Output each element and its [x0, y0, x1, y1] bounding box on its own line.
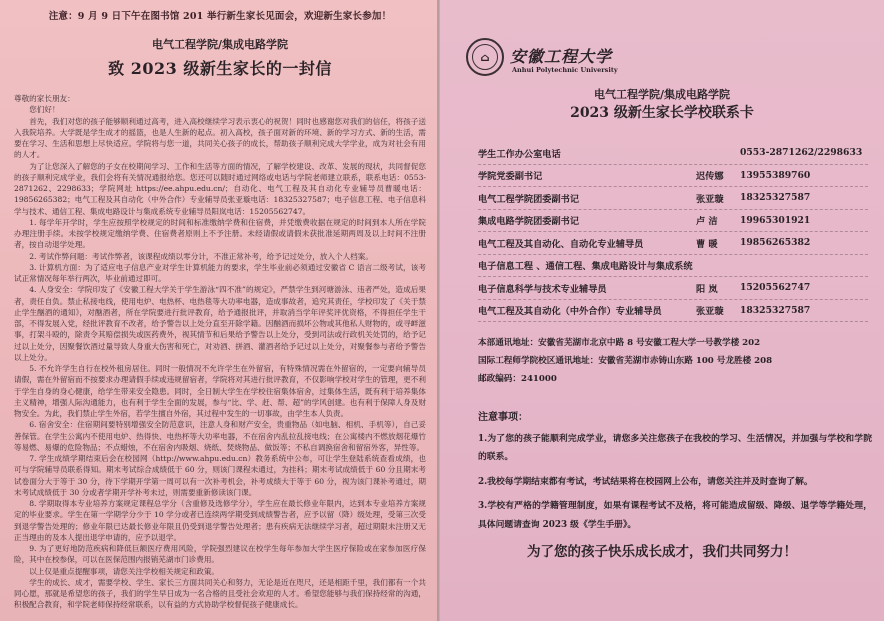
contact-role: 电气工程及其自动化（中外合作）专业辅导员	[478, 306, 662, 318]
contact-phone: 19856265382	[740, 237, 811, 249]
contact-row	[478, 277, 868, 300]
contact-row	[478, 187, 868, 210]
contact-name: 阳 岚	[696, 283, 718, 295]
university-seal-inner-icon: ⌂	[472, 44, 498, 70]
letter-paragraph: 您们好！	[29, 105, 60, 115]
contact-role: 学院党委副书记	[478, 171, 543, 183]
contact-role: 电子信息科学与技术专业辅导员	[478, 283, 607, 295]
letter-paragraph: 7. 学生成绩学期结束后会在校园网（http://www.ahpu.edu.cn）教务系统中公布，可让学生登陆系统查看成绩，也可与学院辅导员联系得知。期末考试综合成绩低于 60 分，则该门课程未通过，为挂科；期末考试成绩低于 60 分且期末考试卷面分大于等于 30 分，待下学期开学第一周可以有一次补考机会，补考成绩大于等于 60 分，视为该门课补考通过，期末考试成绩低于 30 分或者学期开学补考未过，则需要重新修读该门课。	[14, 454, 426, 497]
letter-paragraph: 以上仅是重点提醒事项，请您关注学校相关规定和政策。	[29, 566, 220, 576]
contact-card-sheet	[440, 0, 884, 621]
letter-paragraph: 6. 宿舍安全：住宿期间要特别增强安全防范意识，注意人身和财产安全，贵重物品（如电脑、相机、手机等），自己妥善保管。在学生公寓内不使用电炉、热得快、电热杯等大功率电器，不在宿舍内乱拉乱接电线；在公寓楼内不燃放烟花爆竹等易燃、易爆的危险物品；不点蜡烛，不在宿舍内吸烟、烧纸、焚烧物品、做饭等；不私自调换宿舍和留宿外客，异性等。	[14, 420, 426, 452]
letter-sheet	[0, 0, 438, 621]
contact-list	[478, 142, 868, 322]
letter-paragraph: 尊敬的家长朋友：	[14, 94, 75, 103]
card-subtitle: 电气工程学院/集成电路学院	[593, 88, 731, 101]
contact-row	[478, 300, 868, 323]
contact-row	[478, 142, 868, 165]
contact-name: 迟传娜	[696, 171, 724, 183]
letter-paragraph: 学生的成长、成才，需要学校、学生、家长三方面共同关心和努力，无论是近在咫尺，还是相距千里，我们都有一个共同心愿，那就是希望您的孩子，我们的学生早日成为一名合格的且受社会欢迎的人才。希望您能够与我们保持经常的沟通，积极配合教育，和学院老师保持经常联系，以有益的方式协助学校督促孩子健康成长。	[14, 577, 426, 610]
contact-row	[478, 210, 868, 233]
letter-paragraph: 1. 每学年开学时，学生应按照学校规定的时间和标准缴纳学费和住宿费，并凭缴费收据在规定的时间到本人所在学院办理注册手续。未按学校规定缴纳学费、住宿费者原则上不予注册。未经请假或请假未获批准延期两周及以上时间不注册者，按自动退学处理。	[14, 217, 426, 250]
letter-paragraph: 为了让您深入了解您的子女在校期间学习、工作和生活等方面的情况，了解学校建设、改革、发展的现状，共同督促您的孩子顺利完成学业，我们会将有关情况通报给您。您还可以随时通过网络或电话与学院老师建立联系，联系电话：0553-2871262、2298633；学院网址 https://ee.ahpu.edu.cn/；自动化、电气工程及其自动化专业辅导员曹暖电话：19856265382；电气工程及其自动化（中外合作）专业辅导员张亚璇电话：18325327587；电子信息工程、电子信息科学与技术、通信工程、集成电路设计与集成系统专业辅导员阳岚电话：15205562747。	[14, 161, 426, 216]
letter-subtitle: 电气工程学院/集成电路学院	[151, 38, 289, 51]
letter-body	[14, 93, 426, 611]
contact-phone: 19965301921	[740, 214, 811, 226]
letter-paragraph: 4. 人身安全：学院印发了《安徽工程大学关于学生游泳“四不准”的规定》，严禁学生到河塘游泳、违者严处，造成后果者，责任自负。禁止私接电线，使用电炉、电热杯、电热毯等大功率电器，造成事故者，追究其责任，学校印发了《关于禁止学生酗酒的通知》，对酗酒者，所在学院要进行批评教育，给予通报批评，并取消当学年评奖评优资格，不得担任学生干部，不得发展入党，经批评教育不改者，给予警告以上处分直至开除学籍。因酗酒而损坏公物或其他私人财物的，或寻衅滋事，打架斗殴的，除责令其赔偿损失或医药费外，视其情节和后果给予警告以上处分，受到司法或行政机关处罚的，给予记过以上处分，因聚餐饮酒过量导致人身重大伤害和死亡，对劝酒、拼酒、灌酒者给予记过以上处分，对聚餐参与者给予警告以上处分。	[14, 285, 426, 362]
letter-paragraph: 5. 不允许学生自行在校外租房居住。同时一般情况不允许学生在外留宿，有特殊情况需在外留宿的，一定要向辅导员请假，需在外留宿而不按要求办理请假手续或违规留宿者，学院将对其进行批评教育，不仅影响学校对学生的管理，更不利于学生自身的身心健康，给学生带来安全隐患。同时，全日制大学生在学校住宿集体宿舍，过集体生活，既有利于培养集体主义精神，增强人际沟通能力，也有利于学生全面的发展，参与“比、学、赶、帮、超”的学风创建。也有利于保障人身及财物安全。为此，我们禁止学生外宿，若学生擅自外宿，其过程中发生的一切事故，由学生本人负责。	[14, 364, 426, 418]
address-main: 本部通讯地址：安徽省芜湖市北京中路 8 号安徽工程大学一号教学楼 202	[478, 338, 761, 348]
contact-name: 曹 暖	[696, 238, 718, 250]
letter-paragraph: 3. 计算机方面：为了适应电子信息产业对学生计算机能力的要求，学生毕业前必须通过安徽省 C 语言二级考试，该考试正常情况每年举行两次，毕业前通过即可。	[14, 262, 426, 283]
contact-name: 卢 洁	[696, 216, 718, 228]
letter-paragraph: 首先，我们对您的孩子能够顺利通过高考，进入高校继续学习表示衷心的祝贺！同时也感谢您对我们的信任，将孩子送入我院培养。大学既是学生成才的摇篮，也是人生新的起点。初入高校，孩子面对新的环境、新的学习方式、新的生活，需要在学习、生活和思想上尽快适应。学院将与您一道，共同关心孩子的成长，帮助孩子顺利完成大学学业，成为对社会有用的人才。	[14, 116, 426, 160]
contact-row	[478, 232, 868, 255]
address-campus: 国际工程师学院校区通讯地址：安徽省芜湖市赤铸山东路 100 号龙胜楼 208	[478, 356, 773, 366]
contact-name: 张亚璇	[696, 306, 724, 318]
contact-phone: 15205562747	[740, 282, 811, 294]
letter-paragraph: 9. 为了更好地防范疾病和降低巨额医疗费用风险，学院强烈建议在校学生每年参加大学生医疗保险或在家参加医疗保险，其中在校参保，可以在医保范围内报销芜湖市门诊费用。	[14, 544, 426, 565]
slogan: 为了您的孩子快乐成长成才，我们共同努力！	[527, 544, 797, 560]
contact-role: 集成电路学院团委副书记	[478, 216, 580, 228]
note-item: 1.为了您的孩子能顺利完成学业，请您多关注您孩子在我校的学习、生活情况，并加强与学校和学院的联系。	[478, 434, 872, 463]
letter-paragraph: 2. 考试作弊问题：考试作弊者，该课程成绩以零分计，不准正常补考，给予记过处分，放入个人档案。	[29, 251, 373, 261]
contact-phone: 18325327587	[740, 304, 811, 316]
contact-role: 学生工作办公室电话	[478, 148, 561, 160]
note-item: 2.我校每学期结束都有考试，考试结果将在校园网上公布，请您关注并及时查询了解。	[478, 476, 813, 487]
contact-row	[478, 165, 868, 188]
contact-phone: 0553-2871262/2298633	[740, 147, 863, 159]
note-item: 3.学校有严格的学籍管理制度，如果有课程考试不及格，将可能造成留级、降级、退学等学籍处理，具体问题请查询 2023 级《学生手册》。	[478, 501, 872, 530]
contact-phone: 13955389760	[740, 169, 811, 181]
contact-phone: 18325327587	[740, 192, 811, 204]
notes-title: 注意事项：	[478, 412, 528, 423]
notice-banner: 注意：9 月 9 日下午在图书馆 201 举行新生家长见面会，欢迎新生家长参加！	[48, 11, 392, 22]
contact-row	[478, 255, 868, 278]
contact-role: 电气工程学院团委副书记	[478, 193, 580, 205]
contact-role: 电气工程及其自动化、自动化专业辅导员	[478, 238, 644, 250]
university-name-cn: 安徽工程大学	[510, 47, 613, 66]
letter-paragraph: 8. 学期取得本专业培养方案规定课程总学分（含重修及选修学分），学生应在最长修业年限内，达到本专业培养方案规定的毕业要求。学生在第一学期学分少于 10 学分或者已连续两学期受到成绩警告者，应予以留（降）级处理，受第三次受到退学警告处理的；修业年限已达最长修业年限且仍受到退学警告处理者；患有疾病无法继续学习者，超过期限未注册又无正当理由的及本人提出退学申请的，应予以退学。	[14, 499, 426, 542]
contact-role: 电子信息工程 、通信工程、集成电路设计与集成系统	[478, 261, 693, 273]
postcode: 邮政编码：241000	[478, 374, 557, 384]
card-title: 2023 级新生家长学校联系卡	[570, 105, 754, 121]
address-block	[478, 334, 878, 388]
notes-list	[478, 424, 872, 534]
contact-name: 张亚璇	[696, 193, 724, 205]
university-name-en: Anhui Polytechnic University	[512, 66, 618, 74]
letter-title: 致 2023 级新生家长的一封信	[108, 59, 332, 78]
university-seal-icon	[466, 38, 504, 76]
